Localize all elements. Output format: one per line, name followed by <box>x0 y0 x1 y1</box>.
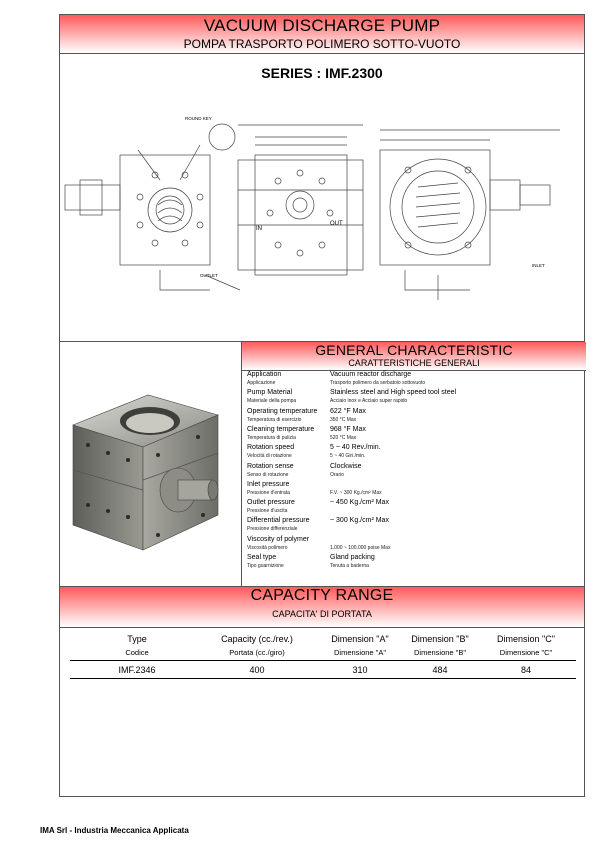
page-subtitle: POMPA TRASPORTO POLIMERO SOTTO-VUOTO <box>183 37 461 51</box>
table-cell: 310 <box>352 665 368 675</box>
header-cell: Dimensione "B" <box>413 648 466 657</box>
spec-key: Viscosità polimero <box>247 544 288 551</box>
table-rule <box>70 660 576 661</box>
spec-value: 520 °C Max <box>330 434 357 441</box>
side-view-drawing <box>238 125 363 275</box>
table-cell: 400 <box>249 665 265 675</box>
pump-photo <box>68 385 238 565</box>
spec-key: Viscosity of polymer <box>247 535 310 543</box>
spec-value: Clockwise <box>330 462 362 470</box>
round-key-label: ROUND KEY <box>185 116 212 121</box>
spec-key: Pressione d'entrata <box>247 489 290 496</box>
divider <box>241 341 242 586</box>
datasheet-frame <box>59 14 585 797</box>
spec-key: Seal type <box>247 554 277 561</box>
spec-value: 5 ~ 40 Giri./min. <box>330 453 366 460</box>
header-cell: Type <box>127 634 147 644</box>
capacity-title: CAPACITY RANGE <box>250 587 394 604</box>
spec-value: Tenuta a baderna <box>330 563 369 569</box>
spec-value: 968 °F Max <box>330 425 366 433</box>
spec-value: Vacuum reactor discharge <box>330 371 412 378</box>
capacity-subtitle: CAPACITA' DI PORTATA <box>272 609 372 619</box>
spec-key: Applicazione <box>247 380 276 386</box>
spec-value: Orario <box>330 471 344 478</box>
spec-value: 622 °F Max <box>330 407 366 415</box>
spec-key: Rotation sense <box>247 462 294 470</box>
spec-key: Differential pressure <box>247 517 310 525</box>
spec-value: ~ 300 Kg./cm² Max <box>330 517 389 525</box>
spec-key: Temperatura di pulizia <box>247 434 296 441</box>
outlet-label: OUTLET <box>200 273 218 278</box>
spec-value: Gland packing <box>330 554 375 561</box>
general-subtitle: CARATTERISTICHE GENERALI <box>348 358 480 368</box>
page-title: VACUUM DISCHARGE PUMP <box>203 16 441 35</box>
spec-value: 5 ~ 40 Rev./min. <box>330 444 381 452</box>
divider <box>60 53 584 54</box>
technical-drawings <box>60 85 586 337</box>
header-cell: Dimensione "A" <box>333 648 386 657</box>
spec-value: Acciaio inox e Acciaio super rapido <box>330 398 408 405</box>
spec-value: 350 °C Max <box>330 416 357 423</box>
spec-key: Pressione differenziale <box>247 526 298 533</box>
table-rule <box>70 678 576 679</box>
header-cell: Dimension "B" <box>411 634 469 644</box>
series-label: SERIES : IMF.2300 <box>261 65 383 81</box>
table-cell: 484 <box>432 665 448 675</box>
header-cell: Dimension "A" <box>331 634 389 644</box>
table-cell: 84 <box>520 665 531 675</box>
header-cell: Capacity (cc./rev.) <box>221 634 293 644</box>
spec-key: Tipo guarnizione <box>247 563 284 569</box>
spec-key: Velocità di rotazione <box>247 453 292 460</box>
header-cell: Codice <box>125 648 149 657</box>
divider <box>242 370 586 371</box>
header-cell: Dimension "C" <box>497 634 555 644</box>
spec-key: Rotation speed <box>247 444 295 452</box>
general-title: GENERAL CHARACTERISTIC <box>315 342 513 358</box>
table-cell: IMF.2346 <box>118 665 156 675</box>
spec-key: Temperatura di esercizio <box>247 416 302 423</box>
spec-key: Senso di rotazione <box>247 471 289 478</box>
spec-value: F.V. ~ 300 Kg./cm² Max <box>330 489 382 496</box>
header-cell: Dimensione "C" <box>499 648 553 657</box>
spec-value: 1.000 ~ 100.000 poise Max <box>330 544 391 551</box>
spec-key: Pump Material <box>247 389 293 397</box>
out-label: OUT <box>330 221 343 227</box>
footer-company: IMA Srl - Industria Meccanica Applicata <box>40 826 189 835</box>
spec-key: Application <box>247 371 282 378</box>
spec-key: Pressione d'uscita <box>247 508 288 515</box>
front-view-drawing <box>65 124 240 290</box>
spec-value: ~ 450 Kg./cm² Max <box>330 499 389 507</box>
spec-key: Operating temperature <box>247 407 318 415</box>
inlet-label: INLET <box>532 263 545 268</box>
spec-key: Outlet pressure <box>247 499 295 507</box>
spec-key: Inlet pressure <box>247 480 290 488</box>
in-label: IN <box>256 226 262 232</box>
spec-key: Cleaning temperature <box>247 425 315 433</box>
spec-value: Stainless steel and High speed tool steel <box>330 389 457 397</box>
header-cell: Portata (cc./giro) <box>229 648 285 657</box>
top-view-drawing <box>380 130 560 300</box>
spec-key: Materiale della pompa <box>247 398 297 405</box>
spec-value: Trasporto polimero da serbatoio sottovuoto <box>330 380 426 386</box>
divider <box>60 627 584 628</box>
